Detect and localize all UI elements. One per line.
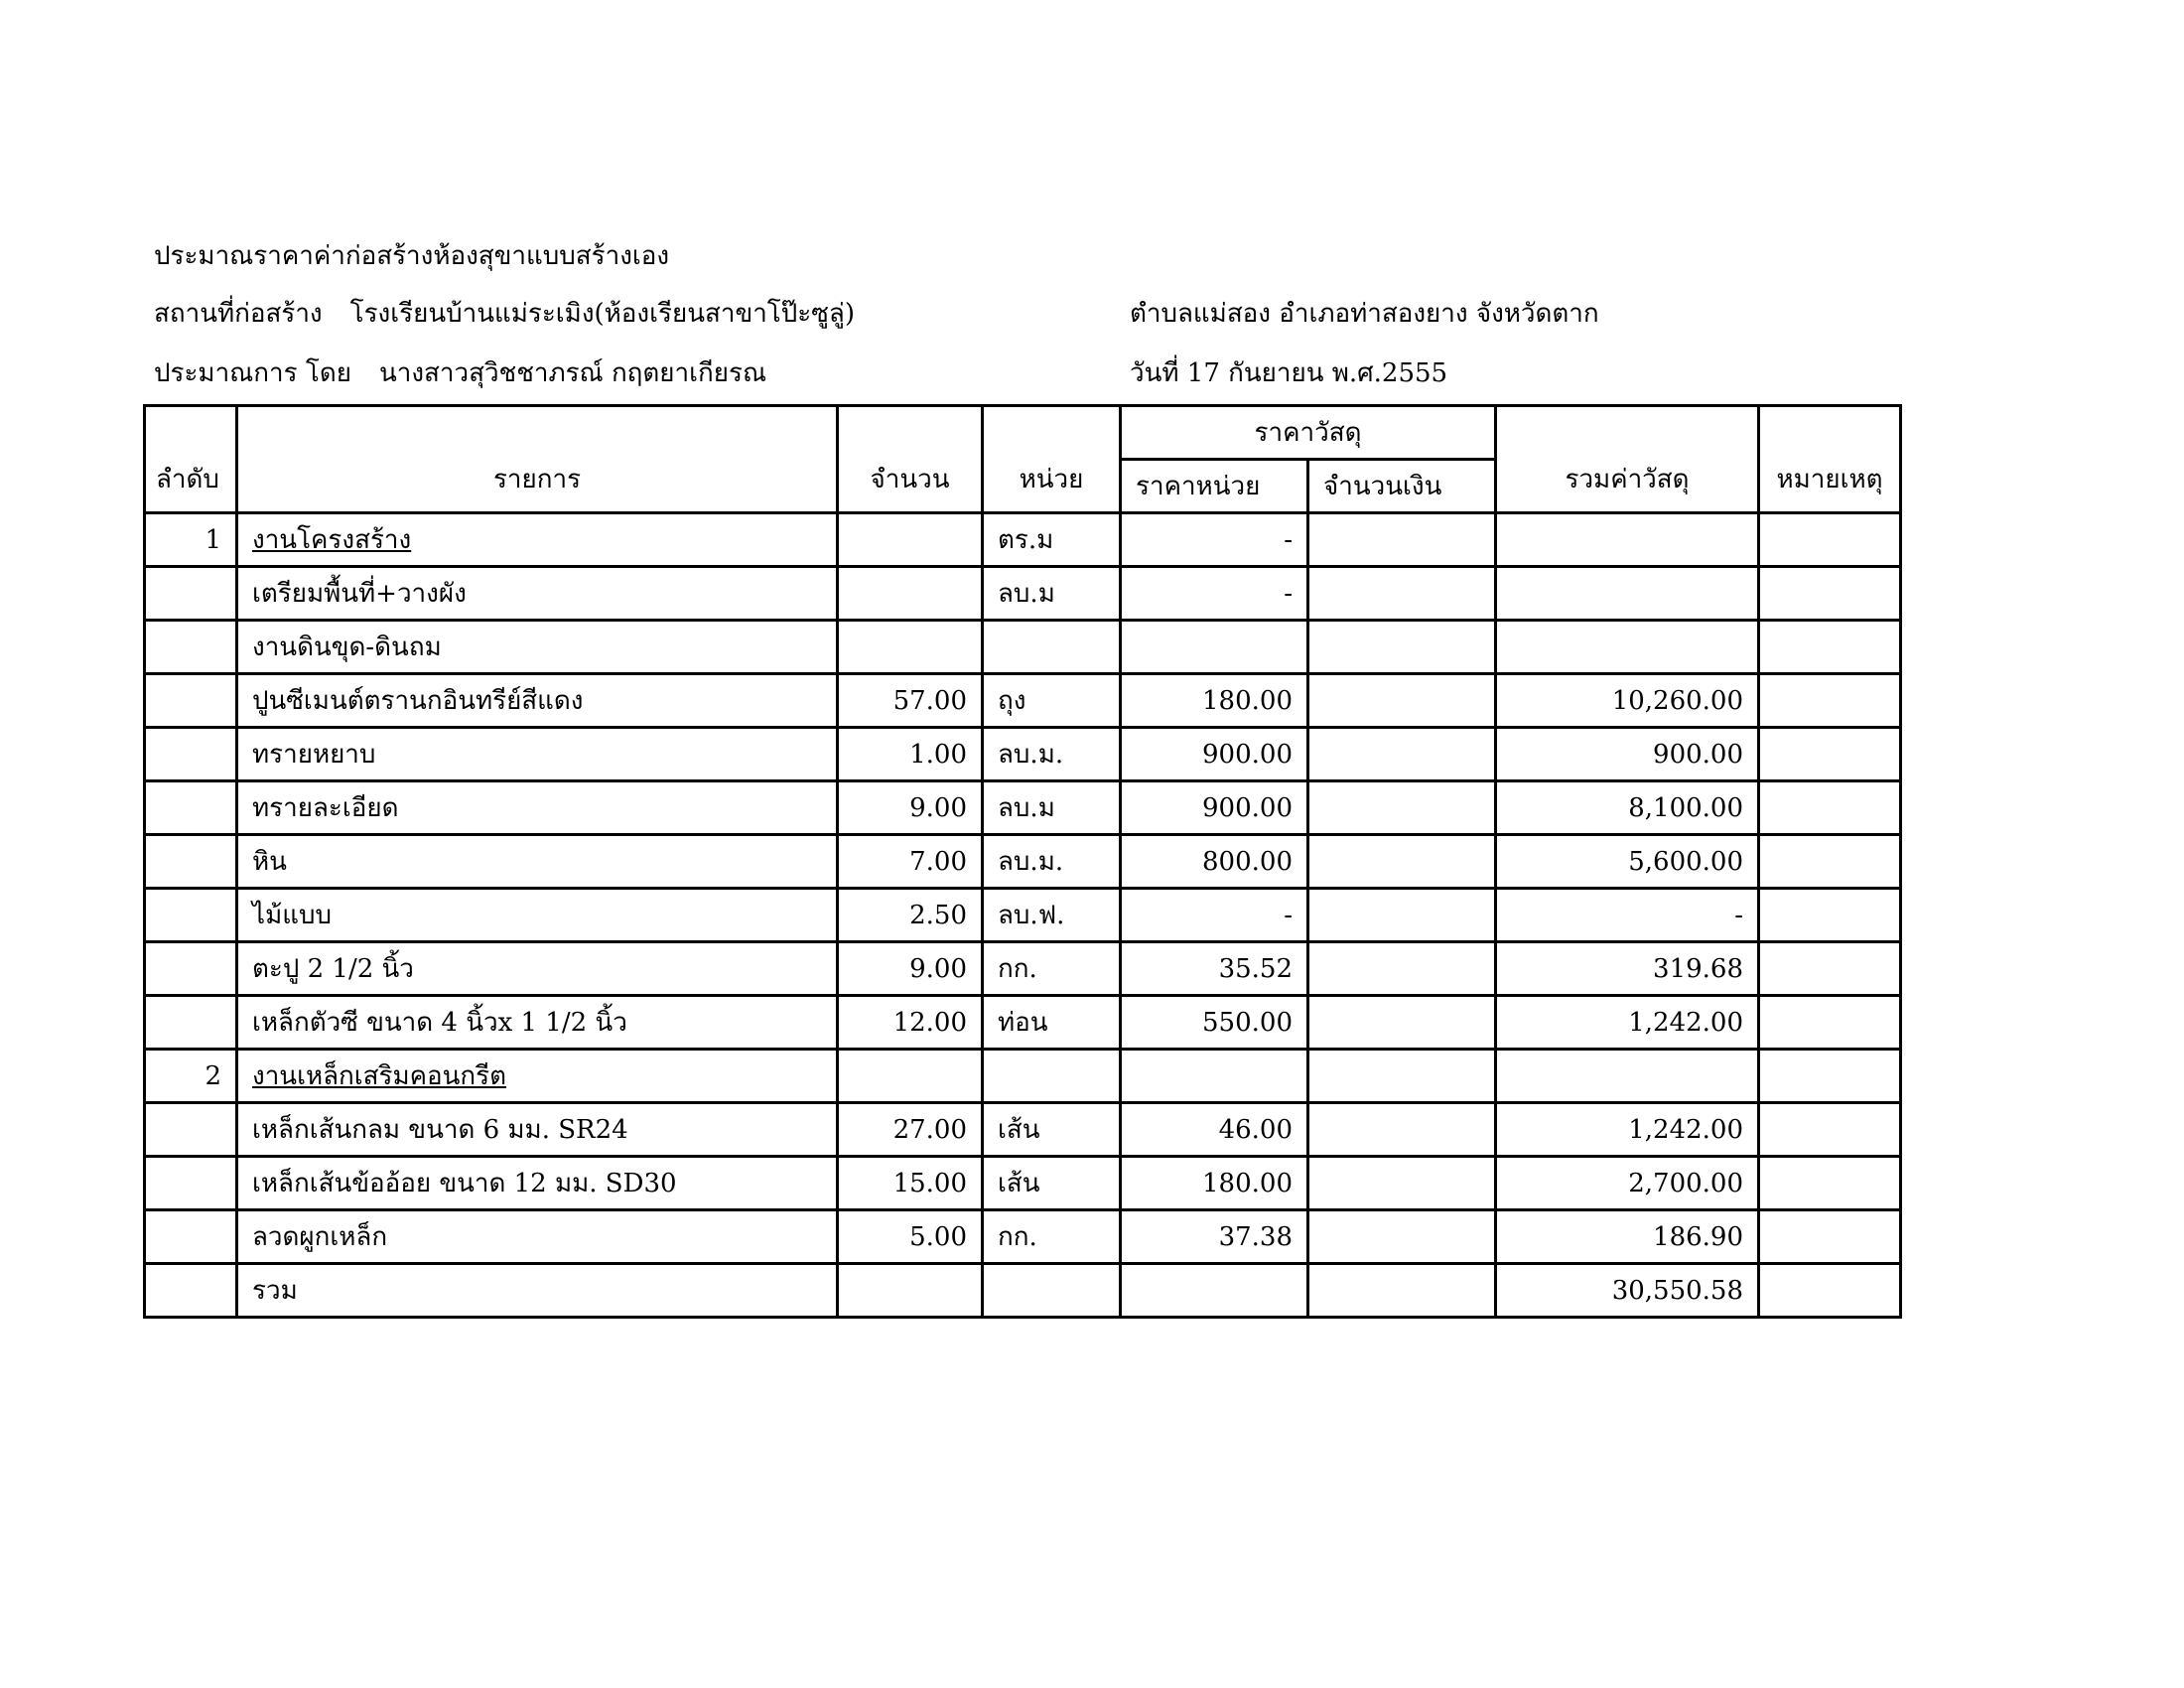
col-index-header: ลำดับ xyxy=(145,406,237,513)
table-row xyxy=(145,1103,1901,1157)
section-title: งานโครงสร้าง xyxy=(252,525,412,555)
row-remark xyxy=(1759,513,1901,567)
row-material-total: 10,260.00 xyxy=(1496,674,1759,728)
row-quantity: 5.00 xyxy=(838,1210,983,1264)
row-index xyxy=(145,835,237,889)
row-quantity: 7.00 xyxy=(838,835,983,889)
estimate-date: วันที่ 17 กันยายน พ.ศ.2555 xyxy=(1130,358,1448,388)
section-row xyxy=(145,1050,1901,1103)
col-item-header: รายการ xyxy=(237,406,838,513)
table-row xyxy=(145,835,1901,889)
row-unit-price: 900.00 xyxy=(1121,728,1308,781)
row-item: ทรายหยาบ xyxy=(237,728,838,781)
total-quantity-cell xyxy=(838,1264,983,1318)
row-item xyxy=(237,513,838,567)
total-label: รวม xyxy=(237,1264,838,1318)
row-index xyxy=(145,1103,237,1157)
row-unit-price: 180.00 xyxy=(1121,1157,1308,1210)
row-index xyxy=(145,728,237,781)
row-unit-price: 550.00 xyxy=(1121,996,1308,1050)
section-row xyxy=(145,513,1901,567)
row-amount xyxy=(1308,728,1496,781)
col-unit-header: หน่วย xyxy=(983,406,1121,513)
col-quantity-header: จำนวน xyxy=(838,406,983,513)
row-item: ลวดผูกเหล็ก xyxy=(237,1210,838,1264)
row-quantity: 12.00 xyxy=(838,996,983,1050)
construction-site xyxy=(154,301,855,327)
row-remark xyxy=(1759,1103,1901,1157)
row-index xyxy=(145,781,237,835)
row-unit: กก. xyxy=(983,1210,1121,1264)
row-material-total: 2,700.00 xyxy=(1496,1157,1759,1210)
row-quantity xyxy=(838,621,983,674)
row-unit: ลบ.ม. xyxy=(983,835,1121,889)
row-quantity: 9.00 xyxy=(838,781,983,835)
row-quantity xyxy=(838,1050,983,1103)
row-amount xyxy=(1308,1157,1496,1210)
row-material-total: 186.90 xyxy=(1496,1210,1759,1264)
row-material-total: 1,242.00 xyxy=(1496,996,1759,1050)
row-amount xyxy=(1308,621,1496,674)
table-body xyxy=(145,513,1901,1264)
col-material-group-header: ราคาวัสดุ xyxy=(1121,406,1496,460)
row-quantity: 1.00 xyxy=(838,728,983,781)
row-material-total: 5,600.00 xyxy=(1496,835,1759,889)
row-item: ปูนซีเมนต์ตรานกอินทรีย์สีแดง xyxy=(237,674,838,728)
estimator xyxy=(154,360,766,386)
estimator-value: นางสาวสุวิชชาภรณ์ กฤตยาเกียรณ xyxy=(378,358,767,388)
row-unit-price: - xyxy=(1121,567,1308,621)
row-unit-price xyxy=(1121,1050,1308,1103)
row-index xyxy=(145,1210,237,1264)
document-title: ประมาณราคาค่าก่อสร้างห้องสุขาแบบสร้างเอง xyxy=(154,241,670,271)
row-unit-price: 180.00 xyxy=(1121,674,1308,728)
row-item: เหล็กเส้นข้ออ้อย ขนาด 12 มม. SD30 xyxy=(237,1157,838,1210)
row-index xyxy=(145,1157,237,1210)
total-index-cell xyxy=(145,1264,237,1318)
row-amount xyxy=(1308,674,1496,728)
table-row xyxy=(145,1210,1901,1264)
row-amount xyxy=(1308,996,1496,1050)
row-quantity xyxy=(838,513,983,567)
table-row xyxy=(145,781,1901,835)
row-remark xyxy=(1759,1157,1901,1210)
row-amount xyxy=(1308,513,1496,567)
row-quantity: 2.50 xyxy=(838,889,983,942)
row-index xyxy=(145,621,237,674)
row-index xyxy=(145,674,237,728)
row-unit: ท่อน xyxy=(983,996,1121,1050)
row-unit: กก. xyxy=(983,942,1121,996)
row-item: ตะปู 2 1/2 นิ้ว xyxy=(237,942,838,996)
col-amount-header: จำนวนเงิน xyxy=(1308,460,1496,513)
row-quantity: 15.00 xyxy=(838,1157,983,1210)
row-remark xyxy=(1759,674,1901,728)
row-item: งานดินขุด-ดินถม xyxy=(237,621,838,674)
location: ตำบลแม่สอง อำเภอท่าสองยาง จังหวัดตาก xyxy=(1130,299,1599,329)
row-unit-price: 37.38 xyxy=(1121,1210,1308,1264)
row-item xyxy=(237,1050,838,1103)
row-material-total xyxy=(1496,513,1759,567)
total-unit-price-cell xyxy=(1121,1264,1308,1318)
site-label: สถานที่ก่อสร้าง xyxy=(154,299,323,329)
row-quantity: 9.00 xyxy=(838,942,983,996)
row-remark xyxy=(1759,781,1901,835)
row-material-total xyxy=(1496,621,1759,674)
row-remark xyxy=(1759,1050,1901,1103)
row-item: เตรียมพื้นที่+วางผัง xyxy=(237,567,838,621)
row-remark xyxy=(1759,567,1901,621)
row-quantity: 57.00 xyxy=(838,674,983,728)
row-unit: ตร.ม xyxy=(983,513,1121,567)
row-remark xyxy=(1759,621,1901,674)
row-unit: ลบ.ม xyxy=(983,567,1121,621)
row-material-total xyxy=(1496,567,1759,621)
row-index: 1 xyxy=(145,513,237,567)
row-quantity: 27.00 xyxy=(838,1103,983,1157)
cost-estimate-table xyxy=(143,404,1902,1319)
row-index xyxy=(145,996,237,1050)
row-item: ไม้แบบ xyxy=(237,889,838,942)
row-material-total: 8,100.00 xyxy=(1496,781,1759,835)
row-item: ทรายละเอียด xyxy=(237,781,838,835)
row-amount xyxy=(1308,942,1496,996)
col-unit-price-header: ราคาหน่วย xyxy=(1121,460,1308,513)
row-amount xyxy=(1308,781,1496,835)
row-remark xyxy=(1759,889,1901,942)
row-unit-price: - xyxy=(1121,513,1308,567)
row-unit xyxy=(983,1050,1121,1103)
row-material-total: - xyxy=(1496,889,1759,942)
section-title: งานเหล็กเสริมคอนกรีต xyxy=(252,1061,507,1091)
row-amount xyxy=(1308,1210,1496,1264)
row-item: เหล็กเส้นกลม ขนาด 6 มม. SR24 xyxy=(237,1103,838,1157)
row-unit: ลบ.ม. xyxy=(983,728,1121,781)
row-unit-price: 800.00 xyxy=(1121,835,1308,889)
row-unit: ถุง xyxy=(983,674,1121,728)
row-quantity xyxy=(838,567,983,621)
row-index xyxy=(145,889,237,942)
estimator-label: ประมาณการ โดย xyxy=(154,358,351,388)
row-unit-price: 46.00 xyxy=(1121,1103,1308,1157)
row-remark xyxy=(1759,996,1901,1050)
row-remark xyxy=(1759,942,1901,996)
row-unit-price: 900.00 xyxy=(1121,781,1308,835)
row-unit-price xyxy=(1121,621,1308,674)
row-amount xyxy=(1308,567,1496,621)
table-row xyxy=(145,1157,1901,1210)
table-row xyxy=(145,942,1901,996)
row-material-total: 900.00 xyxy=(1496,728,1759,781)
total-amount-cell xyxy=(1308,1264,1496,1318)
row-unit-price: - xyxy=(1121,889,1308,942)
row-amount xyxy=(1308,1103,1496,1157)
table-row xyxy=(145,674,1901,728)
row-amount xyxy=(1308,835,1496,889)
row-material-total: 1,242.00 xyxy=(1496,1103,1759,1157)
col-remark-header: หมายเหตุ xyxy=(1759,406,1901,513)
total-remark-cell xyxy=(1759,1264,1901,1318)
grand-total-value: 30,550.58 xyxy=(1496,1264,1759,1318)
row-unit: เส้น xyxy=(983,1103,1121,1157)
row-material-total xyxy=(1496,1050,1759,1103)
row-unit-price: 35.52 xyxy=(1121,942,1308,996)
table-row xyxy=(145,889,1901,942)
col-material-total-header: รวมค่าวัสดุ xyxy=(1496,406,1759,513)
table-row xyxy=(145,996,1901,1050)
row-index xyxy=(145,942,237,996)
row-unit xyxy=(983,621,1121,674)
row-index xyxy=(145,567,237,621)
header-row-top xyxy=(145,406,1901,460)
row-item: หิน xyxy=(237,835,838,889)
row-remark xyxy=(1759,835,1901,889)
row-unit: ลบ.ม xyxy=(983,781,1121,835)
table-row xyxy=(145,621,1901,674)
total-row xyxy=(145,1264,1901,1318)
site-value: โรงเรียนบ้านแม่ระเมิง(ห้องเรียนสาขาโป๊ะซูลู่) xyxy=(349,299,855,329)
row-item: เหล็กตัวซี ขนาด 4 นิ้วx 1 1/2 นิ้ว xyxy=(237,996,838,1050)
row-remark xyxy=(1759,1210,1901,1264)
row-material-total: 319.68 xyxy=(1496,942,1759,996)
row-unit: เส้น xyxy=(983,1157,1121,1210)
table-row xyxy=(145,567,1901,621)
total-unit-cell xyxy=(983,1264,1121,1318)
row-index: 2 xyxy=(145,1050,237,1103)
row-amount xyxy=(1308,889,1496,942)
table-row xyxy=(145,728,1901,781)
row-amount xyxy=(1308,1050,1496,1103)
row-remark xyxy=(1759,728,1901,781)
row-unit: ลบ.ฟ. xyxy=(983,889,1121,942)
